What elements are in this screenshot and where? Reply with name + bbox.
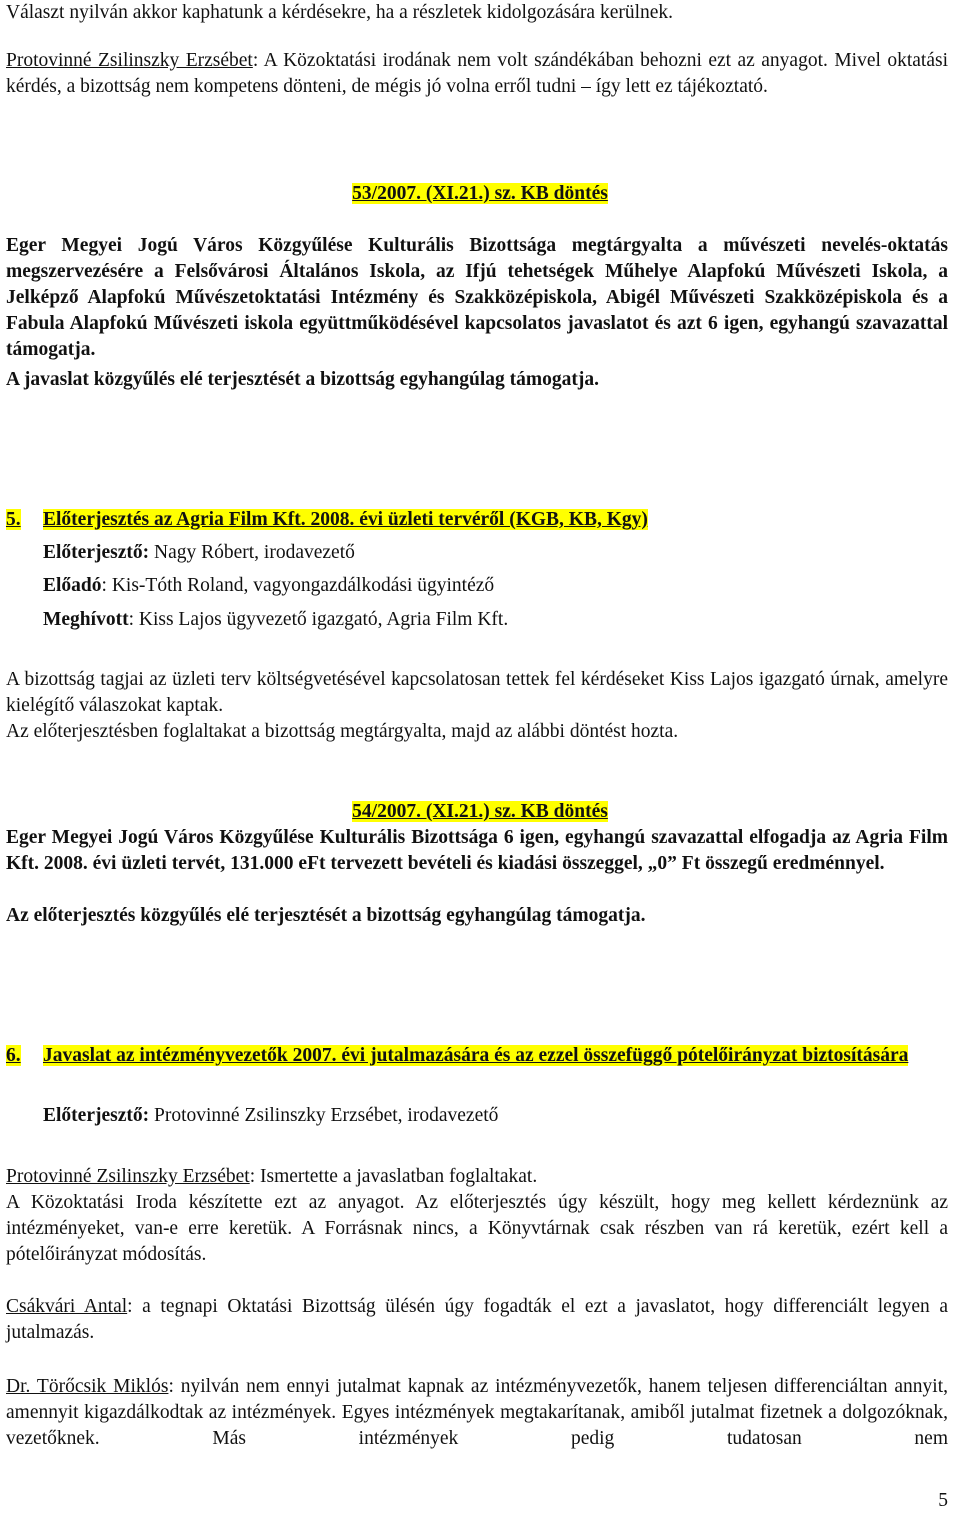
page-number: 5 — [938, 1490, 948, 1511]
speaker-name: Dr. Törőcsik Miklós — [6, 1376, 169, 1397]
item-5-speaker — [43, 573, 948, 599]
decision-53-heading — [0, 181, 960, 207]
decision-54-heading-text: 54/2007. (XI.21.) sz. KB döntés — [352, 801, 608, 822]
decision-54-body: Eger Megyei Jogú Város Közgyűlése Kulturális Bizottsága 6 igen, egyhangú szavazattal elfogadja az Agria Film Kft. 2008. évi üzleti tervét, 131.000 eFt tervezett bevételi és kiadási összeggel, „0” Ft összegű eredménnyel. — [6, 827, 948, 874]
item-6-paragraph-csakvari — [6, 1294, 948, 1346]
decision-53-heading-text: 53/2007. (XI.21.) sz. KB döntés — [352, 183, 608, 204]
invited-label: Meghívott — [43, 609, 129, 630]
speaker-name: Csákvári Antal — [6, 1296, 128, 1317]
item-6-presenter — [43, 1103, 948, 1129]
item-5-paragraph-questions: A bizottság tagjai az üzleti terv költségvetésével kapcsolatosan tettek fel kérdéseket Kiss Lajos igazgató úrnak, amelyre kielégítő válaszokat kaptak. — [6, 669, 948, 716]
item-5-presenter — [43, 540, 948, 566]
speaker-text: : a tegnapi Oktatási Bizottság ülésén úgy fogadták el ezt a javaslatot, hogy differenciált legyen a jutalmazás. — [6, 1296, 948, 1343]
item-6-number — [6, 1043, 21, 1069]
paragraph-intro: Választ nyilván akkor kaphatunk a kérdésekre, ha a részletek kidolgozására kerülnek. — [6, 2, 674, 23]
item-6-paragraph-office: A Közoktatási Iroda készítette ezt az anyagot. Az előterjesztés úgy készült, hogy meg kellett kérdeznünk az intézményeket, van-e erre keretük. A Forrásnak nincs, a Könyvtárnak csak részben van rá keretük, ezért kell a pótelőirányzat módosítás. — [6, 1192, 948, 1265]
paragraph-protovinne-1 — [6, 48, 948, 100]
item-5-invited — [43, 607, 948, 633]
speaker-text: : Ismertette a javaslatban foglaltakat. — [249, 1166, 538, 1187]
speaker-text: : nyilván nem ennyi jutalmat kapnak az intézményvezetők, hanem teljesen differenciáltan annyit, amennyit kigazdálkodtak az intézmények. Egyes intézmények megtakarítanak, amiből jutalmat fizetnek a dolgozóknak, vezetőknek. Más intézmények pedig tudatosan nem — [6, 1376, 948, 1449]
item-6-paragraph-protovinne — [6, 1164, 948, 1190]
presenter-value: Protovinné Zsilinszky Erzsébet, irodavezető — [149, 1105, 499, 1126]
item-5-number-text: 5. — [6, 509, 21, 530]
decision-54-support: Az előterjesztés közgyűlés elé terjesztését a bizottság egyhangúlag támogatja. — [6, 905, 646, 926]
item-6-paragraph-torocsik — [6, 1374, 948, 1452]
decision-54-heading — [0, 799, 960, 825]
item-6-title-text: Javaslat az intézményvezetők 2007. évi jutalmazására és az ezzel összefüggő pótelőirányzat biztosítására — [43, 1045, 909, 1066]
invited-value: : Kiss Lajos ügyvezető igazgató, Agria Film Kft. — [128, 609, 509, 630]
speaker-text: : A Közoktatási irodának nem volt szándékában behozni ezt az anyagot. Mivel oktatási kérdés, a bizottság nem kompetens dönteni, de mégis jó volna erről tudni – így lett ez tájékoztató. — [6, 50, 948, 97]
item-5-title — [43, 507, 948, 533]
decision-53-body: Eger Megyei Jogú Város Közgyűlése Kulturális Bizottsága megtárgyalta a művészeti nevelés-oktatás megszervezésére a Felsővárosi Általános Iskola, az Ifjú tehetségek Műhelye Alapfokú Művészeti Iskola, a Jelképző Alapfokú Művészetoktatási Intézmény és Szakközépiskola, Abigél Művészeti Szakközépiskola és a Fabula Alapfokú Művészeti iskola együttműködésével kapcsolatos javaslatot és azt 6 igen, egyhangú szavazattal támogatja. — [6, 235, 948, 360]
speaker-name: Protovinné Zsilinszky Erzsébet — [6, 1166, 250, 1187]
item-6-title — [43, 1043, 948, 1069]
item-6-number-text: 6. — [6, 1045, 21, 1066]
speaker-name: Protovinné Zsilinszky Erzsébet — [6, 50, 253, 71]
item-5-paragraph-discussed: Az előterjesztésben foglaltakat a bizottság megtárgyalta, majd az alábbi döntést hozta. — [6, 721, 679, 742]
speaker-label: Előadó — [43, 575, 102, 596]
speaker-value: : Kis-Tóth Roland, vagyongazdálkodási ügyintéző — [101, 575, 495, 596]
item-5-title-text: Előterjesztés az Agria Film Kft. 2008. évi üzleti tervéről (KGB, KB, Kgy) — [43, 509, 648, 530]
item-5-number — [6, 507, 21, 533]
decision-53-support: A javaslat közgyűlés elé terjesztését a bizottság egyhangúlag támogatja. — [6, 369, 600, 390]
presenter-label: Előterjesztő: — [43, 1105, 150, 1126]
presenter-label: Előterjesztő: — [43, 542, 150, 563]
presenter-value: Nagy Róbert, irodavezető — [149, 542, 355, 563]
